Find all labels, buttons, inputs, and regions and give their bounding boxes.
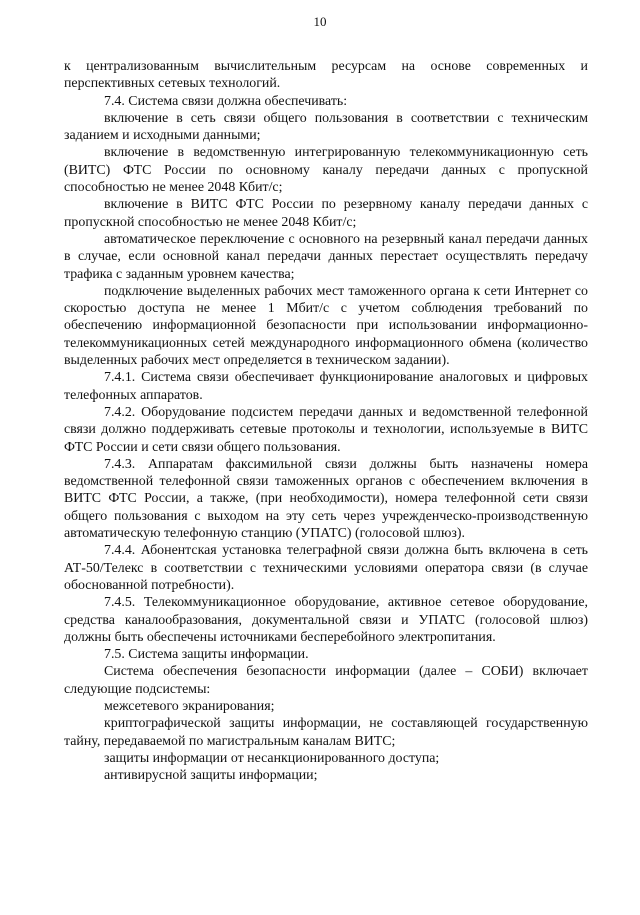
paragraph-12: 7.4.5. Телекоммуникационное оборудование, активное сетевое оборудование, средства каналообразования, документальной связи и УПАТС (голосовой шлюз) должны быть обеспечены источниками бесперебойного электропитания. — [64, 595, 588, 645]
paragraph-8: 7.4.1. Система связи обеспечивает функционирование аналоговых и цифровых телефонных аппаратов. — [64, 370, 588, 403]
paragraph-15: межсетевого экранирования; — [104, 698, 275, 714]
paragraph-5: включение в ВИТС ФТС России по резервному каналу передачи данных с пропускной способностью не менее 2048 Кбит/с; — [64, 197, 588, 230]
paragraph-10: 7.4.3. Аппаратам факсимильной связи должны быть назначены номера ведомственной телефонной связи таможенных органов с обеспечением включения в ВИТС ФТС России, а также, (при необходимости), номера телефонной сети связи общего пользования с выходом на эту сеть через учрежденческо-производственную автоматическую телефонную станцию (УПАТС) (голосовой шлюз). — [64, 456, 588, 542]
paragraph-18: антивирусной защиты информации; — [104, 768, 318, 784]
paragraph-11: 7.4.4. Абонентская установка телеграфной связи должна быть включена в сеть АТ-50/Телекс в соответствии с техническими условиями оператора связи (в случае обоснованной потребности). — [64, 543, 588, 593]
paragraph-6: автоматическое переключение с основного на резервный канал передачи данных в случае, если основной канал передачи данных перестает осуществлять передачу трафика с заданным уровнем качества; — [64, 231, 588, 282]
paragraph-7: подключение выделенных рабочих мест таможенного органа к сети Интернет со скоростью доступа не менее 1 Мбит/с с учетом соблюдения требований по обеспечению информационной безопасности при использовании информационно-телекоммуникационных сетей международного информационного обмена (количество выделенных рабочих мест определяется в техническом задании). — [64, 283, 588, 369]
document-body — [64, 58, 588, 784]
paragraph-3: включение в сеть связи общего пользования в соответствии с техническим заданием и исходными данными; — [64, 110, 588, 144]
paragraph-14: Система обеспечения безопасности информации (далее – СОБИ) включает следующие подсистемы: — [64, 664, 588, 697]
paragraph-13: 7.5. Система защиты информации. — [104, 647, 309, 663]
paragraph-4: включение в ведомственную интегрированную телекоммуникационную сеть (ВИТС) ФТС России по основному каналу передачи данных с пропускной способностью не менее 2048 Кбит/с; — [64, 145, 588, 196]
paragraph-1: к централизованным вычислительным ресурсам на основе современных и перспективных сетевых технологий. — [64, 59, 588, 92]
paragraph-9: 7.4.2. Оборудование подсистем передачи данных и ведомственной телефонной связи должно поддерживать сетевые протоколы и технологии, используемые в ВИТС ФТС России и сети связи общего пользования. — [64, 404, 588, 455]
paragraph-17: защиты информации от несанкционированного доступа; — [104, 750, 440, 766]
paragraph-16: криптографической защиты информации, не составляющей государственную тайну, передаваемой по магистральным каналам ВИТС; — [64, 716, 588, 749]
paragraph-2: 7.4. Система связи должна обеспечивать: — [104, 93, 348, 109]
page-number: 10 — [313, 14, 327, 29]
